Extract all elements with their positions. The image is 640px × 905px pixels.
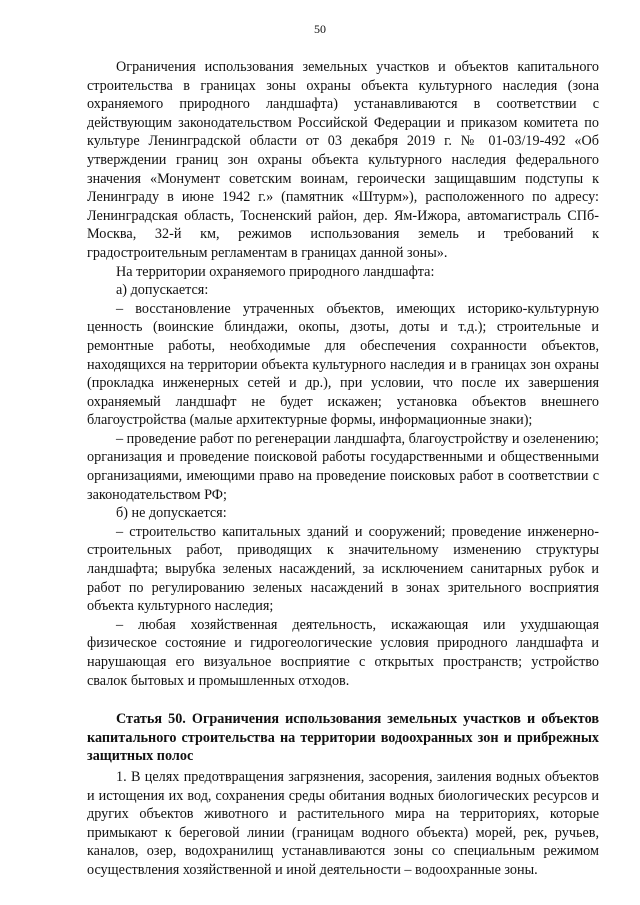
article-paragraph: 1. В целях предотвращения загрязнения, засорения, заиления водных объектов и истощения их вод, сохранения среды обитания водных биологических ресурсов и других объектов животного и растительного мира на территориях, которые примыкают к береговой линии (границам водного объекта) морей, рек, ручьев, каналов, озер, водохранилищ устанавливаются зоны со специальным режимом осуществления хозяйственной и иной деятельности – водоохранные зоны. <box>87 768 599 878</box>
document-body <box>87 58 599 880</box>
allowed-item: – проведение работ по регенерации ландшафта, благоустройству и озеленению; организация и проведение поисковой работы государственными и общественными организациями, имеющими право на проведение поисковых работ в соответствии с законодательством РФ; <box>87 430 599 503</box>
article-heading: Статья 50. Ограничения использования земельных участков и объектов капитального строительства на территории водоохранных зон и прибрежных защитных полос <box>87 711 599 765</box>
intro-paragraph: Ограничения использования земельных участков и объектов капитального строительства в границах зоны охраны объекта культурного наследия (зона охраняемого природного ландшафта) устанавливаются в соответствии с действующим законодательством Российской Федерации и приказом комитета по культуре Ленинградской области от 03 декабря 2019 г. № 01-03/19-492 «Об утверждении границ зон охраны объекта культурного наследия федерального значения «Монумент советским воинам, героически защищавшим подступы к Ленинграду в июне 1942 г.» (памятник «Штурм»), расположенного по адресу: Ленинградская область, Тосненский район, дер. Ям-Ижора, автомагистраль СПб-Москва, 32-й км, режимов использования земель и требований к градостроительным регламентам в границах данной зоны». <box>87 59 599 261</box>
allowed-label: а) допускается: <box>116 282 209 299</box>
territory-label: На территории охраняемого природного ландшафта: <box>116 263 435 280</box>
allowed-item: – восстановление утраченных объектов, имеющих историко-культурную ценность (воинские блиндажи, окопы, дзоты, доты и т.д.); строительные и ремонтные работы, необходимые для обеспечения сохранности объектов, находящихся на территории объекта культурного наследия и в границах зон охраны (прокладка инженерных сетей и др.), при условии, что после их завершения охраняемый ландшафт не будет искажен; установка объектов внешнего благоустройства (малые архитектурные формы, информационные знаки); <box>87 300 599 429</box>
forbidden-item: – любая хозяйственная деятельность, искажающая или ухудшающая физическое состояние и гидрогеологические условия природного ландшафта и нарушающая его визуальное восприятие с открытых пространств; устройство свалок бытовых и промышленных отходов. <box>87 616 599 689</box>
forbidden-item: – строительство капитальных зданий и сооружений; проведение инженерно-строительных работ, приводящих к значительному изменению структуры ландшафта; вырубка зеленых насаждений, за исключением санитарных рубок и работ по регулированию зеленых насаждений в зонах зрительного восприятия объекта культурного наследия; <box>87 523 599 615</box>
forbidden-label: б) не допускается: <box>116 505 227 522</box>
page-number: 50 <box>314 22 326 36</box>
